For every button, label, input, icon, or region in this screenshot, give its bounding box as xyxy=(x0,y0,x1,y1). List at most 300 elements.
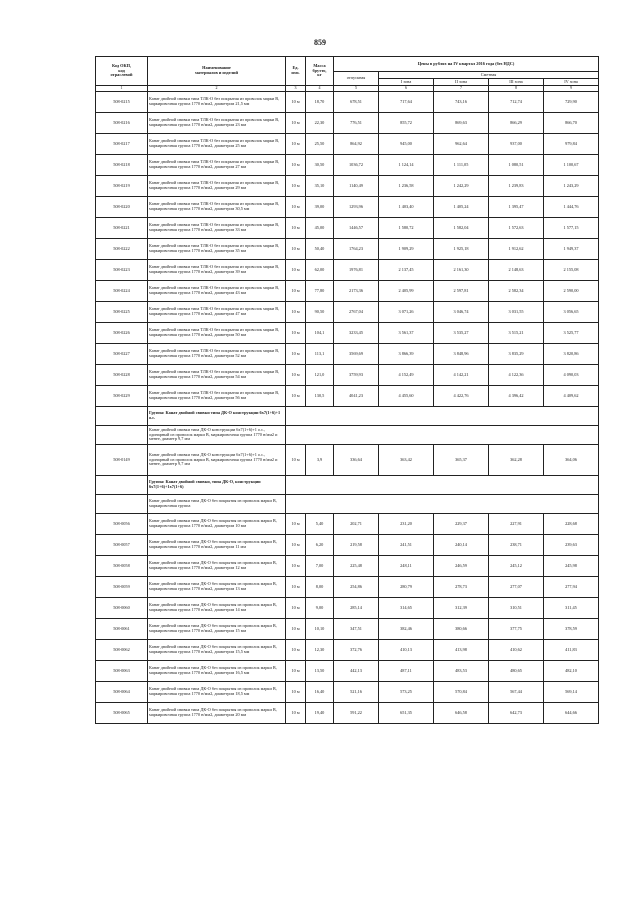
cell-price-zone-2: 1 111,05 xyxy=(434,155,489,176)
cell-mass: 35,10 xyxy=(306,176,334,197)
cell-price-zone-1: 314,65 xyxy=(379,598,434,619)
cell-unit: 10 м xyxy=(286,556,306,577)
col-num: 6 xyxy=(379,86,434,92)
cell-mass: 45,00 xyxy=(306,218,334,239)
cell-price-zone-3: 866,29 xyxy=(489,113,544,134)
cell-price-zone-2: 869,63 xyxy=(434,113,489,134)
cell-unit: 10 м xyxy=(286,661,306,682)
cell-price-zone-3: 1 572,63 xyxy=(489,218,544,239)
cell-unit: 10 м xyxy=(286,535,306,556)
cell-code xyxy=(96,407,148,426)
cell-mass: 50,40 xyxy=(306,239,334,260)
cell-code: 508-0065 xyxy=(96,703,148,724)
cell-price-release: 521,16 xyxy=(334,682,379,703)
cell-price-zone-3: 3 031,55 xyxy=(489,302,544,323)
cell-price-zone-2: 483,53 xyxy=(434,661,489,682)
cell-price-zone-4: 4 090,03 xyxy=(544,365,599,386)
header-code-sub2: отраслевой xyxy=(110,72,133,78)
cell-name: Канат двойной свивки типа ДК-О без покрытия из проволок марки В, маркировочная группа 1770 н/мм2, диаметром 14 мм xyxy=(148,598,286,619)
cell-code: 508-0224 xyxy=(96,281,148,302)
cell-mass: 8,00 xyxy=(306,577,334,598)
cell-price-zone-4: 2 590,00 xyxy=(544,281,599,302)
cell-mass: 62,00 xyxy=(306,260,334,281)
table-row xyxy=(96,556,599,577)
cell-price-zone-3: 4 396,42 xyxy=(489,386,544,407)
cell-name: Канат двойной свивки типа ТЛК-О без покрытия из проволок марки В, маркировочная группа 1770 н/мм2, диаметром 52 мм xyxy=(148,344,286,365)
cell-price-zone-2: 1 405,24 xyxy=(434,197,489,218)
cell-unit: 10 м xyxy=(286,260,306,281)
cell-price-zone-4: 411,83 xyxy=(544,640,599,661)
header-name-title: Наименование xyxy=(202,65,231,71)
table-row xyxy=(96,302,599,323)
cell-price-release: 336,64 xyxy=(334,445,379,476)
cell-price-zone-3: 4 122,36 xyxy=(489,365,544,386)
cell-price-zone-2: 365,37 xyxy=(434,445,489,476)
cell-price-zone-3: 277,07 xyxy=(489,577,544,598)
cell-code: 508-0223 xyxy=(96,260,148,281)
cell-code: 508-0226 xyxy=(96,323,148,344)
cell-price-release: 864,92 xyxy=(334,134,379,155)
cell-price-zone-2: 380,66 xyxy=(434,619,489,640)
cell-price-zone-2: 229,37 xyxy=(434,514,489,535)
cell-unit: 10 м xyxy=(286,197,306,218)
cell-price-zone-3: 2 582,34 xyxy=(489,281,544,302)
cell-price-release: 3233,45 xyxy=(334,323,379,344)
cell-price-zone-1: 945,00 xyxy=(379,134,434,155)
cell-price-zone-1: 231,20 xyxy=(379,514,434,535)
cell-price-zone-1: 4 455,60 xyxy=(379,386,434,407)
cell-unit: 10 м xyxy=(286,176,306,197)
cell-price-zone-4: 729,90 xyxy=(544,92,599,113)
cell-price-zone-4: 245,98 xyxy=(544,556,599,577)
table-row xyxy=(96,218,599,239)
cell-price-zone-4: 482,10 xyxy=(544,661,599,682)
table-row xyxy=(96,514,599,535)
cell-unit: 10 м xyxy=(286,445,306,476)
cell-empty xyxy=(286,426,599,445)
cell-price-zone-3: 310,51 xyxy=(489,598,544,619)
cell-price-zone-4: 3 820,86 xyxy=(544,344,599,365)
cell-mass: 121,0 xyxy=(306,365,334,386)
cell-price-zone-4: 277,94 xyxy=(544,577,599,598)
cell-mass: 18,70 xyxy=(306,92,334,113)
cell-price-zone-3: 1 912,62 xyxy=(489,239,544,260)
group-title: Группа: Канат двойной свивки, типа ДК-О, конструкции 6х7(1+6)+1х7(1+6) xyxy=(148,476,286,495)
cell-unit: 10 м xyxy=(286,113,306,134)
table-body xyxy=(96,92,599,724)
cell-price-zone-2: 413,98 xyxy=(434,640,489,661)
cell-price-zone-3: 245,12 xyxy=(489,556,544,577)
cell-price-release: 3759,93 xyxy=(334,365,379,386)
cell-price-zone-3: 1 395,47 xyxy=(489,197,544,218)
cell-price-zone-1: 2 137,45 xyxy=(379,260,434,281)
cell-price-zone-3: 642,73 xyxy=(489,703,544,724)
cell-unit: 10 м xyxy=(286,302,306,323)
cell-price-zone-3: 567,44 xyxy=(489,682,544,703)
header-mass-unit: кг xyxy=(317,72,322,78)
cell-code: 508-0149 xyxy=(96,445,148,476)
table-row xyxy=(96,155,599,176)
cell-name: Канат двойной свивки типа ТЛК-О без покрытия из проволок марки В, маркировочная группа 1770 н/мм2, диаметром 29 мм xyxy=(148,176,286,197)
header-zone-3: III зона xyxy=(489,79,544,86)
cell-price-zone-1: 280,79 xyxy=(379,577,434,598)
cell-price-zone-4: 569,14 xyxy=(544,682,599,703)
header-storage: отпускная xyxy=(334,72,379,86)
cell-price-zone-4: 4 409,62 xyxy=(544,386,599,407)
cell-name: Канат двойной свивки типа ДК-О без покрытия из проволок марки В, маркировочная группа 1770 н/мм2, диаметром 20 мм xyxy=(148,703,286,724)
table-row xyxy=(96,703,599,724)
cell-price-zone-3: 227,91 xyxy=(489,514,544,535)
cell-price-release: 202,71 xyxy=(334,514,379,535)
cell-price-zone-4: 239,63 xyxy=(544,535,599,556)
cell-price-zone-4: 1 577,15 xyxy=(544,218,599,239)
cell-code: 508-0059 xyxy=(96,577,148,598)
cell-code: 508-0227 xyxy=(96,344,148,365)
cell-price-release: 678,51 xyxy=(334,92,379,113)
cell-price-zone-4: 364,06 xyxy=(544,445,599,476)
cell-price-zone-1: 3 561,37 xyxy=(379,323,434,344)
table-row xyxy=(96,134,599,155)
cell-price-zone-2: 1 925,18 xyxy=(434,239,489,260)
col-num: 3 xyxy=(286,86,306,92)
cell-empty xyxy=(286,495,599,514)
cell-unit: 10 м xyxy=(286,134,306,155)
cell-name: Канат двойной свивки типа ДК-О без покрытия из проволок марки В, маркировочная группа 1770 н/мм2, диаметром 13 мм xyxy=(148,577,286,598)
cell-price-zone-1: 410,13 xyxy=(379,640,434,661)
cell-price-zone-4: 1 243,29 xyxy=(544,176,599,197)
cell-code: 508-0218 xyxy=(96,155,148,176)
cell-unit: 10 м xyxy=(286,619,306,640)
cell-mass: 7,00 xyxy=(306,556,334,577)
cell-price-release: 1293,96 xyxy=(334,197,379,218)
cell-code: 508-0064 xyxy=(96,682,148,703)
cell-code: 508-0061 xyxy=(96,619,148,640)
cell-price-zone-1: 248,11 xyxy=(379,556,434,577)
cell-name: Канат двойной свивки типа ТЛК-О без покрытия из проволок марки В, маркировочная группа 1770 н/мм2, диаметром 47 мм xyxy=(148,302,286,323)
cell-mass: 6,20 xyxy=(306,535,334,556)
cell-empty xyxy=(286,407,599,426)
cell-code: 508-0060 xyxy=(96,598,148,619)
cell-unit: 10 м xyxy=(286,239,306,260)
cell-code: 508-0228 xyxy=(96,365,148,386)
header-unit xyxy=(286,57,306,86)
cell-unit: 10 м xyxy=(286,155,306,176)
cell-unit: 10 м xyxy=(286,281,306,302)
cell-mass: 22,30 xyxy=(306,113,334,134)
col-num: 8 xyxy=(489,86,544,92)
cell-name: Канат двойной свивки типа ДК-О без покрытия из проволок марки В, маркировочная группа 1770 н/мм2, диаметром 10 мм xyxy=(148,514,286,535)
cell-price-zone-4: 2 155,08 xyxy=(544,260,599,281)
cell-code: 508-0058 xyxy=(96,556,148,577)
cell-price-zone-1: 573,25 xyxy=(379,682,434,703)
cell-name: Канат двойной свивки типа ДК-О без покрытия из проволок марки В, маркировочная группа 1770 н/мм2, диаметром 15 мм xyxy=(148,619,286,640)
table-row xyxy=(96,445,599,476)
cell-price-zone-1: 1 580,72 xyxy=(379,218,434,239)
cell-price-zone-1: 487,11 xyxy=(379,661,434,682)
cell-price-zone-1: 855,72 xyxy=(379,113,434,134)
cell-price-zone-1: 382,46 xyxy=(379,619,434,640)
table-row xyxy=(96,640,599,661)
cell-code xyxy=(96,476,148,495)
header-mass-sub: брутто, xyxy=(312,67,327,73)
cell-price-zone-1: 363,42 xyxy=(379,445,434,476)
table-row xyxy=(96,176,599,197)
cell-name: Канат двойной свивки типа ТЛК-О без покрытия из проволок марки В, маркировочная группа 1770 н/мм2, диаметром 30,5 мм xyxy=(148,197,286,218)
cell-price-zone-1: 1 236,58 xyxy=(379,176,434,197)
cell-price-release: 1976,81 xyxy=(334,260,379,281)
cell-mass: 25,50 xyxy=(306,134,334,155)
cell-price-zone-4: 1 100,67 xyxy=(544,155,599,176)
cell-price-zone-3: 3 515,21 xyxy=(489,323,544,344)
table-row xyxy=(96,113,599,134)
cell-mass: 30,50 xyxy=(306,155,334,176)
table-row xyxy=(96,577,599,598)
cell-mass: 10,10 xyxy=(306,619,334,640)
note-text: Канат двойной свивки типа ДК-О конструкции 6х7(1+6)+1 о.с., одинарный из проволок марки В, маркировочная группа 1770 н/мм2 и менее, диаметр 9,7 мм xyxy=(148,426,286,445)
cell-code xyxy=(96,495,148,514)
cell-name: Канат двойной свивки типа ТЛК-О без покрытия из проволок марки В, маркировочная группа 1770 н/мм2, диаметром 56 мм xyxy=(148,386,286,407)
cell-price-zone-2: 570,84 xyxy=(434,682,489,703)
cell-price-zone-1: 4 152,49 xyxy=(379,365,434,386)
cell-name: Канат двойной свивки типа ТЛК-О без покрытия из проволок марки В, маркировочная группа 1770 н/мм2, диаметром 27 мм xyxy=(148,155,286,176)
cell-price-zone-3: 937,00 xyxy=(489,134,544,155)
col-num: 7 xyxy=(434,86,489,92)
cell-price-zone-1: 2 405,99 xyxy=(379,281,434,302)
cell-price-release: 591,22 xyxy=(334,703,379,724)
cell-name: Канат двойной свивки типа ТЛК-О без покрытия из проволок марки В, маркировочная группа 1770 н/мм2, диаметром 50 мм xyxy=(148,323,286,344)
header-name xyxy=(148,57,286,86)
cell-name: Канат двойной свивки типа ДК-О без покрытия из проволок марки В, маркировочная группа 1770 н/мм2, диаметром 12 мм xyxy=(148,556,286,577)
cell-unit: 10 м xyxy=(286,365,306,386)
cell-price-release: 2767,04 xyxy=(334,302,379,323)
cell-price-zone-4: 3 056,65 xyxy=(544,302,599,323)
group-row xyxy=(96,407,599,426)
group-title: Группа: Канат двойной свивки типа ДК-О конструкции 6х7(1+6)+1 о.с. xyxy=(148,407,286,426)
cell-mass: 19,40 xyxy=(306,703,334,724)
table-row xyxy=(96,281,599,302)
cell-code: 508-0222 xyxy=(96,239,148,260)
cell-price-zone-1: 1 909,29 xyxy=(379,239,434,260)
header-zone-4: IV зона xyxy=(544,79,599,86)
cell-name: Канат двойной свивки типа ТЛК-О без покрытия из проволок марки В, маркировочная группа 1770 н/мм2, диаметром 25 мм xyxy=(148,134,286,155)
group-row xyxy=(96,476,599,495)
cell-mass: 12,30 xyxy=(306,640,334,661)
col-num: 9 xyxy=(544,86,599,92)
cell-price-release: 1446,57 xyxy=(334,218,379,239)
cell-price-zone-2: 3 535,27 xyxy=(434,323,489,344)
cell-unit: 10 м xyxy=(286,344,306,365)
table-row xyxy=(96,598,599,619)
table-row xyxy=(96,239,599,260)
note-text: Канат двойной свивки типа ДК-О без покрытия из проволок марки В, маркировочная группа xyxy=(148,495,286,514)
cell-price-zone-1: 3 071,26 xyxy=(379,302,434,323)
cell-price-zone-3: 410,62 xyxy=(489,640,544,661)
header-name-sub: материалов и изделий xyxy=(195,70,238,75)
cell-code: 508-0062 xyxy=(96,640,148,661)
cell-code: 508-0229 xyxy=(96,386,148,407)
cell-code: 508-0215 xyxy=(96,92,148,113)
cell-price-zone-1: 241,51 xyxy=(379,535,434,556)
cell-code: 508-0217 xyxy=(96,134,148,155)
cell-code: 508-0216 xyxy=(96,113,148,134)
header-unit-sub: изм. xyxy=(291,70,300,75)
cell-price-release: 3569,69 xyxy=(334,344,379,365)
cell-name: Канат двойной свивки типа ТЛК-О без покрытия из проволок марки В, маркировочная группа 1770 н/мм2, диаметром 39 мм xyxy=(148,260,286,281)
cell-price-release: 347,51 xyxy=(334,619,379,640)
cell-price-release: 4041,23 xyxy=(334,386,379,407)
cell-name: Канат двойной свивки типа ТЛК-О без покрытия из проволок марки В, маркировочная группа 1770 н/мм2, диаметром 33 мм xyxy=(148,218,286,239)
cell-price-zone-4: 866,70 xyxy=(544,113,599,134)
table-row xyxy=(96,661,599,682)
cell-code: 508-0221 xyxy=(96,218,148,239)
cell-mass: 3,9 xyxy=(306,445,334,476)
cell-name: Канат двойной свивки типа ДК-О без покрытия из проволок марки В, маркировочная группа 1770 н/мм2, диаметром 18,5 мм xyxy=(148,682,286,703)
cell-unit: 10 м xyxy=(286,514,306,535)
cell-name: Канат двойной свивки типа ДК-О без покрытия из проволок марки В, маркировочная группа 1770 н/мм2, диаметром 15,5 мм xyxy=(148,640,286,661)
cell-price-zone-2: 3 046,74 xyxy=(434,302,489,323)
note-row xyxy=(96,426,599,445)
cell-price-release: 254,86 xyxy=(334,577,379,598)
table-row xyxy=(96,344,599,365)
cell-price-zone-1: 717,64 xyxy=(379,92,434,113)
cell-price-zone-1: 651,35 xyxy=(379,703,434,724)
cell-price-release: 1036,72 xyxy=(334,155,379,176)
cell-price-zone-4: 378,59 xyxy=(544,619,599,640)
table-row xyxy=(96,682,599,703)
cell-price-release: 1764,23 xyxy=(334,239,379,260)
table-row xyxy=(96,365,599,386)
cell-price-zone-2: 1 582,04 xyxy=(434,218,489,239)
cell-code: 508-0063 xyxy=(96,661,148,682)
cell-mass: 39,00 xyxy=(306,197,334,218)
cell-name: Канат двойной свивки типа ДК-О конструкции 6х7(1+6)+1 о.с., одинарный из проволок марки В, маркировочная группа 1770 н/мм2 и менее, диаметр 9,7 мм xyxy=(148,445,286,476)
price-table xyxy=(95,56,599,724)
cell-price-zone-2: 240,14 xyxy=(434,535,489,556)
cell-price-zone-2: 3 848,96 xyxy=(434,344,489,365)
header-unit-title: Ед. xyxy=(292,65,299,71)
cell-price-release: 2173,36 xyxy=(334,281,379,302)
cell-unit: 10 м xyxy=(286,703,306,724)
cell-unit: 10 м xyxy=(286,92,306,113)
cell-price-release: 225,48 xyxy=(334,556,379,577)
table-row xyxy=(96,260,599,281)
cell-mass: 9,00 xyxy=(306,598,334,619)
col-num: 4 xyxy=(306,86,334,92)
cell-price-zone-4: 979,84 xyxy=(544,134,599,155)
cell-price-zone-3: 377,75 xyxy=(489,619,544,640)
cell-unit: 10 м xyxy=(286,598,306,619)
cell-unit: 10 м xyxy=(286,323,306,344)
cell-price-zone-1: 1 403,40 xyxy=(379,197,434,218)
cell-name: Канат двойной свивки типа ТЛК-О без покрытия из проволок марки В, маркировочная группа 1770 н/мм2, диаметром 54 мм xyxy=(148,365,286,386)
cell-code xyxy=(96,426,148,445)
header-code-title: Код ОКП, xyxy=(111,62,132,68)
cell-name: Канат двойной свивки типа ТЛК-О без покрытия из проволок марки В, маркировочная группа 1770 н/мм2, диаметром 43 мм xyxy=(148,281,286,302)
cell-mass: 13,50 xyxy=(306,661,334,682)
cell-price-zone-3: 362,28 xyxy=(489,445,544,476)
cell-price-zone-3: 1 080,51 xyxy=(489,155,544,176)
cell-mass: 130,5 xyxy=(306,386,334,407)
cell-price-zone-4: 1 949,37 xyxy=(544,239,599,260)
cell-price-zone-2: 4 142,21 xyxy=(434,365,489,386)
header-mass xyxy=(306,57,334,86)
cell-price-release: 219,58 xyxy=(334,535,379,556)
header-code-sub: код xyxy=(118,67,125,73)
header-zone-1: I зона xyxy=(379,79,434,86)
cell-price-zone-2: 1 242,29 xyxy=(434,176,489,197)
cell-price-release: 1140,49 xyxy=(334,176,379,197)
col-num: 1 xyxy=(96,86,148,92)
cell-price-zone-3: 480,65 xyxy=(489,661,544,682)
cell-price-zone-3: 238,71 xyxy=(489,535,544,556)
cell-mass: 104,1 xyxy=(306,323,334,344)
header-code xyxy=(96,57,148,86)
note-row xyxy=(96,495,599,514)
cell-price-zone-2: 246,59 xyxy=(434,556,489,577)
cell-price-zone-2: 2 597,81 xyxy=(434,281,489,302)
cell-price-release: 285,14 xyxy=(334,598,379,619)
cell-price-zone-2: 312,39 xyxy=(434,598,489,619)
col-num: 2 xyxy=(148,86,286,92)
cell-mass: 77,80 xyxy=(306,281,334,302)
cell-price-zone-2: 278,73 xyxy=(434,577,489,598)
cell-price-zone-1: 3 866,39 xyxy=(379,344,434,365)
cell-price-zone-3: 3 835,29 xyxy=(489,344,544,365)
table-row xyxy=(96,535,599,556)
cell-price-zone-2: 646,58 xyxy=(434,703,489,724)
cell-code: 508-0225 xyxy=(96,302,148,323)
cell-price-release: 442,13 xyxy=(334,661,379,682)
cell-mass: 113,1 xyxy=(306,344,334,365)
cell-name: Канат двойной свивки типа ТЛК-О без покрытия из проволок марки В, маркировочная группа 1770 н/мм2, диаметром 23 мм xyxy=(148,113,286,134)
cell-unit: 10 м xyxy=(286,218,306,239)
cell-code: 508-0219 xyxy=(96,176,148,197)
cell-price-release: 776,51 xyxy=(334,113,379,134)
cell-price-zone-4: 311,45 xyxy=(544,598,599,619)
cell-mass: 5,40 xyxy=(306,514,334,535)
cell-mass: 16,40 xyxy=(306,682,334,703)
header-prices: Цены в рублях на IV квартал 2016 года (без НДС) xyxy=(334,57,599,72)
header-estimate: Сметная xyxy=(379,72,599,79)
cell-price-zone-4: 228,68 xyxy=(544,514,599,535)
header-mass-title: Масса xyxy=(313,62,326,68)
cell-price-zone-2: 2 161,30 xyxy=(434,260,489,281)
table-row xyxy=(96,323,599,344)
cell-empty xyxy=(286,476,599,495)
cell-price-zone-2: 4 422,76 xyxy=(434,386,489,407)
cell-code: 508-0056 xyxy=(96,514,148,535)
cell-code: 508-0057 xyxy=(96,535,148,556)
cell-unit: 10 м xyxy=(286,682,306,703)
cell-price-zone-3: 712,74 xyxy=(489,92,544,113)
col-num: 5 xyxy=(334,86,379,92)
cell-price-zone-2: 962,64 xyxy=(434,134,489,155)
cell-name: Канат двойной свивки типа ТЛК-О без покрытия из проволок марки В, маркировочная группа 1770 н/мм2, диаметром 35 мм xyxy=(148,239,286,260)
cell-mass: 90,50 xyxy=(306,302,334,323)
cell-price-zone-4: 644,66 xyxy=(544,703,599,724)
cell-name: Канат двойной свивки типа ДК-О без покрытия из проволок марки В, маркировочная группа 1770 н/мм2, диаметром 11 мм xyxy=(148,535,286,556)
cell-unit: 10 м xyxy=(286,577,306,598)
cell-unit: 10 м xyxy=(286,640,306,661)
cell-unit: 10 м xyxy=(286,386,306,407)
cell-price-zone-4: 1 444,76 xyxy=(544,197,599,218)
table-row xyxy=(96,197,599,218)
cell-name: Канат двойной свивки типа ТЛК-О без покрытия из проволок марки В, маркировочная группа 1770 н/мм2, диаметром 21,5 мм xyxy=(148,92,286,113)
cell-name: Канат двойной свивки типа ДК-О без покрытия из проволок марки В, маркировочная группа 1770 н/мм2, диаметром 16,5 мм xyxy=(148,661,286,682)
table-row xyxy=(96,619,599,640)
cell-price-zone-1: 1 124,14 xyxy=(379,155,434,176)
cell-price-zone-3: 2 148,63 xyxy=(489,260,544,281)
